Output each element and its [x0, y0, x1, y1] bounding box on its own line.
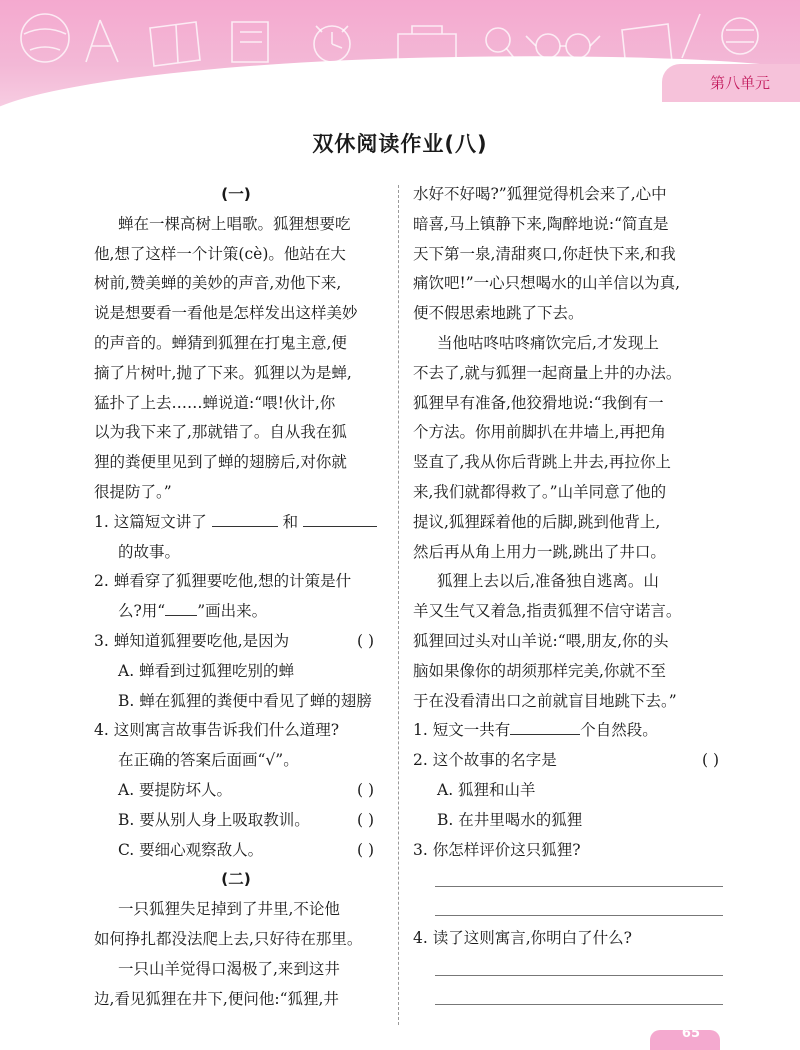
passage-2-line: 狐狸上去以后,准备独自逃离。山 [437, 572, 659, 591]
passage-2-line: 狐狸回过头对山羊说:“喂,朋友,你的头 [413, 631, 669, 650]
option-text: C. 要细心观察敌人。 [118, 840, 264, 859]
option-text: B. 要从别人身上吸取教训。 [118, 810, 310, 829]
passage-2-line: 痛饮吧!”一心只想喝水的山羊信以为真, [413, 274, 681, 293]
passage-1-line: 猛扑了上去……蝉说道:“喂!伙计,你 [94, 393, 336, 412]
section-2-heading: (二) [221, 870, 251, 889]
answer-paren[interactable]: ( ) [356, 810, 374, 829]
passage-1-line: 狸的粪便里见到了蝉的翅膀后,对你就 [94, 453, 347, 472]
question-1-1 [94, 508, 378, 538]
passage-2-line: 狐狸早有准备,他狡猾地说:“我倒有一 [413, 393, 664, 412]
passage-2-line: 一只狐狸失足掉到了井里,不论他 [118, 900, 340, 919]
passage-2-line: 水好不好喝?”狐狸觉得机会来了,心中 [413, 185, 667, 203]
passage-2-line: 当他咕咚咕咚痛饮完后,才发现上 [437, 333, 659, 352]
passage-2-line: 脑如果像你的胡须那样完美,你就不至 [413, 661, 666, 680]
passage-2-line: 天下第一泉,清甜爽口,你赶快下来,和我 [413, 244, 676, 263]
answer-line[interactable] [413, 954, 723, 984]
question-2-2 [413, 746, 723, 776]
underline-sample [165, 597, 197, 616]
page-number: 65 [681, 1026, 700, 1041]
passage-1-line: 蝉在一棵高树上唱歌。狐狸想要吃 [118, 214, 351, 233]
option [94, 806, 378, 836]
passage-2-line: 来,我们就都得救了。”山羊同意了他的 [413, 482, 667, 501]
answer-line[interactable] [413, 984, 723, 1014]
answer-paren[interactable]: ( ) [356, 780, 374, 799]
question-1-3 [94, 627, 378, 657]
question-1-2-cont [94, 597, 378, 627]
passage-1-line: 他,想了这样一个计策(cè)。他站在大 [94, 244, 346, 263]
passage-2-line: 不去了,就与狐狸一起商量上井的办法。 [413, 363, 682, 382]
section-1-heading: (一) [221, 185, 251, 203]
option [94, 836, 378, 866]
page-title: 双休阅读作业(八) [312, 132, 488, 156]
option [94, 776, 378, 806]
passage-2-line: 竖直了,我从你后背跳上井去,再拉你上 [413, 453, 671, 472]
passage-2-line: 然后再从角上用力一跳,跳出了井口。 [413, 542, 666, 561]
passage-2-line: 如何挣扎都没法爬上去,只好待在那里。 [94, 929, 363, 948]
passage-1-line: 的声音的。蝉猜到狐狸在打鬼主意,便 [94, 333, 347, 352]
passage-2-line: 暗喜,马上镇静下来,陶醉地说:“简直是 [413, 214, 669, 233]
question-1-4: 4. 这则寓言故事告诉我们什么道理? [94, 721, 340, 740]
option-text: A. 要提防坏人。 [118, 780, 233, 799]
passage-2-line: 便不假思索地跳了下去。 [413, 304, 584, 323]
question-text: 么?用“ [118, 602, 166, 621]
question-2-1 [413, 716, 723, 746]
passage-2-line: 提议,狐狸踩着他的后脚,跳到他背上, [413, 512, 661, 531]
answer-blank[interactable] [510, 716, 580, 735]
option: B. 在井里喝水的狐狸 [437, 810, 583, 829]
passage-1-line: 摘了片树叶,抛了下来。狐狸以为是蝉, [94, 363, 352, 382]
passage-1-line: 树前,赞美蝉的美妙的声音,劝他下来, [94, 274, 342, 293]
option: A. 狐狸和山羊 [437, 780, 536, 799]
left-column [94, 180, 378, 1014]
question-text: 和 [282, 512, 299, 531]
option: A. 蝉看到过狐狸吃别的蝉 [118, 661, 295, 680]
answer-blank[interactable] [303, 508, 377, 527]
answer-paren[interactable]: ( ) [356, 840, 374, 859]
passage-1-line: 很提防了。” [94, 482, 172, 501]
answer-paren[interactable]: ( ) [356, 631, 374, 650]
answer-blank[interactable] [212, 508, 278, 527]
question-text: 2. 这个故事的名字是 [413, 751, 557, 770]
question-text: 1. 短文一共有 [413, 721, 511, 740]
question-text: 3. 蝉知道狐狸要吃他,是因为 [94, 631, 290, 650]
question-text: ”画出来。 [197, 602, 268, 621]
passage-1-line: 以为我下来了,那就错了。自从我在狐 [94, 423, 347, 442]
question-1-1-cont: 的故事。 [118, 542, 181, 561]
answer-line[interactable] [413, 895, 723, 925]
question-text: 1. 这篇短文讲了 [94, 512, 207, 531]
passage-2-line: 羊又生气又着急,指责狐狸不信守诺言。 [413, 602, 682, 621]
passage-2-line: 于在没看清出口之前就盲目地跳下去。” [413, 691, 677, 710]
question-2-3: 3. 你怎样评价这只狐狸? [413, 840, 581, 859]
question-2-4: 4. 读了这则寓言,你明白了什么? [413, 929, 632, 948]
passage-2-line: 边,看见狐狸在井下,便问他:“狐狸,井 [94, 989, 339, 1008]
header-banner [0, 0, 800, 108]
passage-2-line: 一只山羊觉得口渴极了,来到这井 [118, 959, 340, 978]
question-1-2: 2. 蝉看穿了狐狸要吃他,想的计策是什 [94, 572, 352, 591]
column-divider [398, 185, 399, 1025]
option: B. 蝉在狐狸的粪便中看见了蝉的翅膀 [118, 691, 372, 710]
passage-2-line: 个方法。你用前脚扒在井墙上,再把角 [413, 423, 666, 442]
unit-label: 第八单元 [709, 74, 770, 92]
right-column [413, 180, 723, 1013]
question-1-4-cont: 在正确的答案后面画“√”。 [118, 751, 299, 770]
answer-paren[interactable]: ( ) [701, 751, 719, 770]
passage-1-line: 说是想要看一看他是怎样发出这样美妙 [94, 304, 358, 323]
question-text: 个自然段。 [580, 721, 658, 740]
answer-line[interactable] [413, 865, 723, 895]
